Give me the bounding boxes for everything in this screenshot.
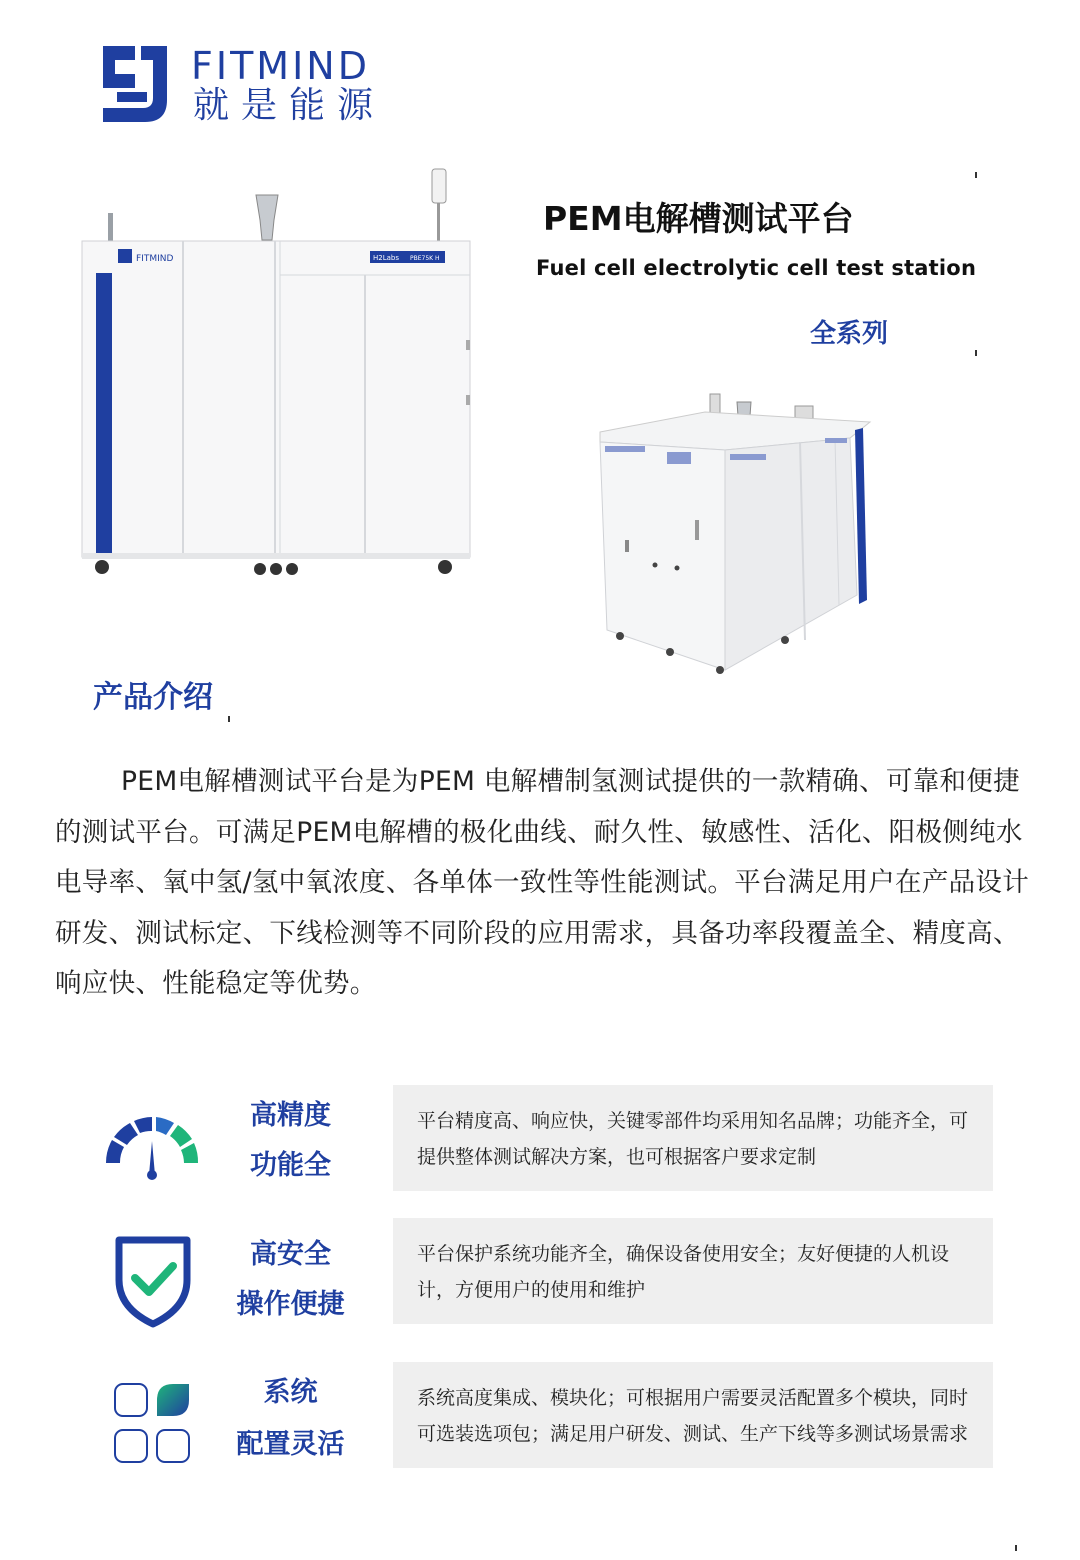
brand-name-en: FITMIND [191, 44, 370, 88]
test-station-large-image [80, 165, 475, 580]
gauge-icon [95, 1085, 210, 1185]
page-mark [975, 350, 977, 356]
feature-label-line2: 操作便捷 [236, 1289, 345, 1320]
feature-label-line2: 配置灵活 [236, 1429, 345, 1460]
intro-body: PEM电解槽测试平台是为PEM 电解槽制氢测试提供的一款精确、可靠和便捷的测试平台。可满足PEM电解槽的极化曲线、耐久性、敏感性、活化、阳极侧纯水电导率、氧中氢/氢中氧浓度、各单体一致性等性能测试。平台满足用户在产品设计研发、测试标定、下线检测等不同阶段的应用需求，具备功率段覆盖全、精度高、响应快、性能稳定等优势。 [55, 766, 1030, 999]
brand-name-cn: 就是能源 [193, 85, 386, 126]
product-title-cn: PEM电解槽测试平台 [543, 199, 854, 238]
feature-description: 平台精度高、响应快，关键零部件均采用知名品牌；功能齐全，可提供整体测试解决方案，也可根据客户要求定制 [393, 1085, 993, 1191]
page-mark [975, 172, 977, 178]
feature-high-precision [95, 1085, 995, 1195]
feature-label-line1: 系统 [263, 1377, 318, 1408]
feature-flexible-config [95, 1362, 995, 1472]
modules-icon [95, 1374, 210, 1474]
page-mark [228, 716, 230, 722]
page-mark [1015, 1545, 1017, 1551]
machine-a-model: PBE75K H [410, 255, 440, 262]
feature-description: 平台保护系统功能齐全，确保设备使用安全；友好便捷的人机设计，方便用户的使用和维护 [393, 1218, 993, 1324]
product-title-en: Fuel cell electrolytic cell test station [536, 256, 977, 280]
svg-text:FITMIND: FITMIND [136, 254, 174, 264]
feature-label-line1: 高精度 [250, 1100, 331, 1131]
brand-logo [95, 40, 395, 135]
test-station-compact-image [595, 390, 875, 675]
fitmind-logo-mark-icon [95, 40, 175, 128]
feature-label-line2: 功能全 [250, 1150, 331, 1181]
intro-heading: 产品介绍 [93, 680, 213, 715]
feature-high-safety [95, 1218, 995, 1328]
feature-description: 系统高度集成、模块化；可根据用户需要灵活配置多个模块，同时可选装选项包；满足用户研发、测试、生产下线等多测试场景需求 [393, 1362, 993, 1468]
feature-label-line1: 高安全 [250, 1239, 331, 1270]
series-label: 全系列 [810, 319, 889, 349]
shield-check-icon [95, 1228, 210, 1328]
machine-a-badge: H2Labs [373, 254, 399, 262]
